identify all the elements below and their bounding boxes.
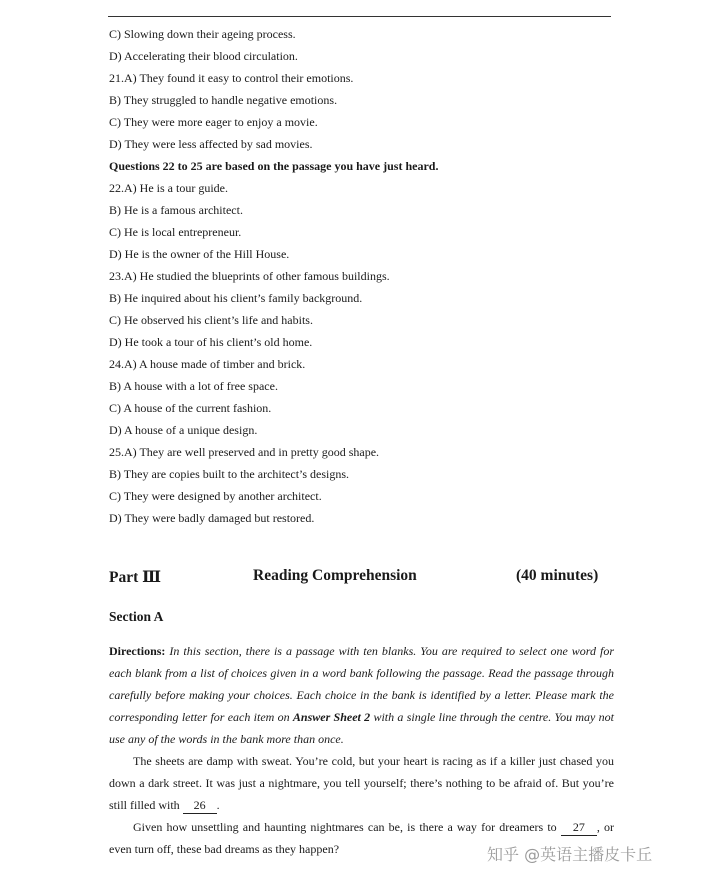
option-21a: 21.A) They found it easy to control their emotions. — [109, 71, 354, 85]
top-rule — [108, 16, 611, 17]
blank-27: 27 — [561, 819, 597, 836]
option-21d: D) They were less affected by sad movies. — [109, 137, 313, 151]
option-23c: C) He observed his client’s life and habits. — [109, 313, 313, 327]
option-23b: B) He inquired about his client’s family background. — [109, 291, 363, 305]
blank-26: 26 — [183, 797, 217, 814]
directions-paragraph — [109, 640, 614, 750]
option-24c: C) A house of the current fashion. — [109, 401, 272, 415]
option-25c: C) They were designed by another architect. — [109, 489, 322, 503]
option-24a: 24.A) A house made of timber and brick. — [109, 357, 306, 371]
passage-paragraph-1 — [109, 750, 614, 816]
part-label: Part Ⅲ — [109, 569, 162, 586]
directions-text-1: In this section, there is a passage with ten blanks. You are required to select one word for each blank from a list of choices given in a word bank following the passage. Read the passage through carefully before making your choices. Each choice in the bank is identified by a letter. Please mark the corresponding letter for each item on — [109, 644, 614, 724]
passage-text-2: Given how unsettling and haunting nightmares can be, is there a way for dreamers to — [133, 820, 561, 834]
passage-end-2: , or even turn off, these bad dreams as they happen? — [109, 820, 614, 856]
option-22d: D) He is the owner of the Hill House. — [109, 247, 290, 261]
option-22c: C) He is local entrepreneur. — [109, 225, 242, 239]
part-title: Reading Comprehension — [253, 567, 417, 584]
passage-end-1: . — [216, 798, 220, 812]
question-group-heading: Questions 22 to 25 are based on the passage you have just heard. — [109, 159, 439, 173]
option-25a: 25.A) They are well preserved and in pretty good shape. — [109, 445, 380, 459]
option-24b: B) A house with a lot of free space. — [109, 379, 278, 393]
option-22a: 22.A) He is a tour guide. — [109, 181, 228, 195]
section-title: Section A — [109, 609, 164, 624]
option-20c: C) Slowing down their ageing process. — [109, 27, 296, 41]
option-20d: D) Accelerating their blood circulation. — [109, 49, 298, 63]
option-25b: B) They are copies built to the architect’s designs. — [109, 467, 350, 481]
zhihu-watermark: 知乎 @英语主播皮卡丘 — [487, 845, 653, 864]
option-25d: D) They were badly damaged but restored. — [109, 511, 315, 525]
answer-sheet-reference: Answer Sheet 2 — [292, 710, 371, 724]
option-24d: D) A house of a unique design. — [109, 423, 258, 437]
directions-text-2: with a single line through the centre. You may not use any of the words in the bank more than once. — [109, 710, 615, 746]
option-23d: D) He took a tour of his client’s old home. — [109, 335, 313, 349]
option-23a: 23.A) He studied the blueprints of other famous buildings. — [109, 269, 390, 283]
directions-lead: Directions: — [109, 644, 166, 658]
part-time: (40 minutes) — [516, 567, 599, 584]
option-22b: B) He is a famous architect. — [109, 203, 243, 217]
option-21b: B) They struggled to handle negative emotions. — [109, 93, 338, 107]
option-21c: C) They were more eager to enjoy a movie. — [109, 115, 318, 129]
passage-text-1: The sheets are damp with sweat. You’re cold, but your heart is racing as if a killer just chased you down a dark street. It was just a nightmare, you tell yourself; there’s nothing to be afraid of. But you’re still filled with — [109, 754, 614, 812]
